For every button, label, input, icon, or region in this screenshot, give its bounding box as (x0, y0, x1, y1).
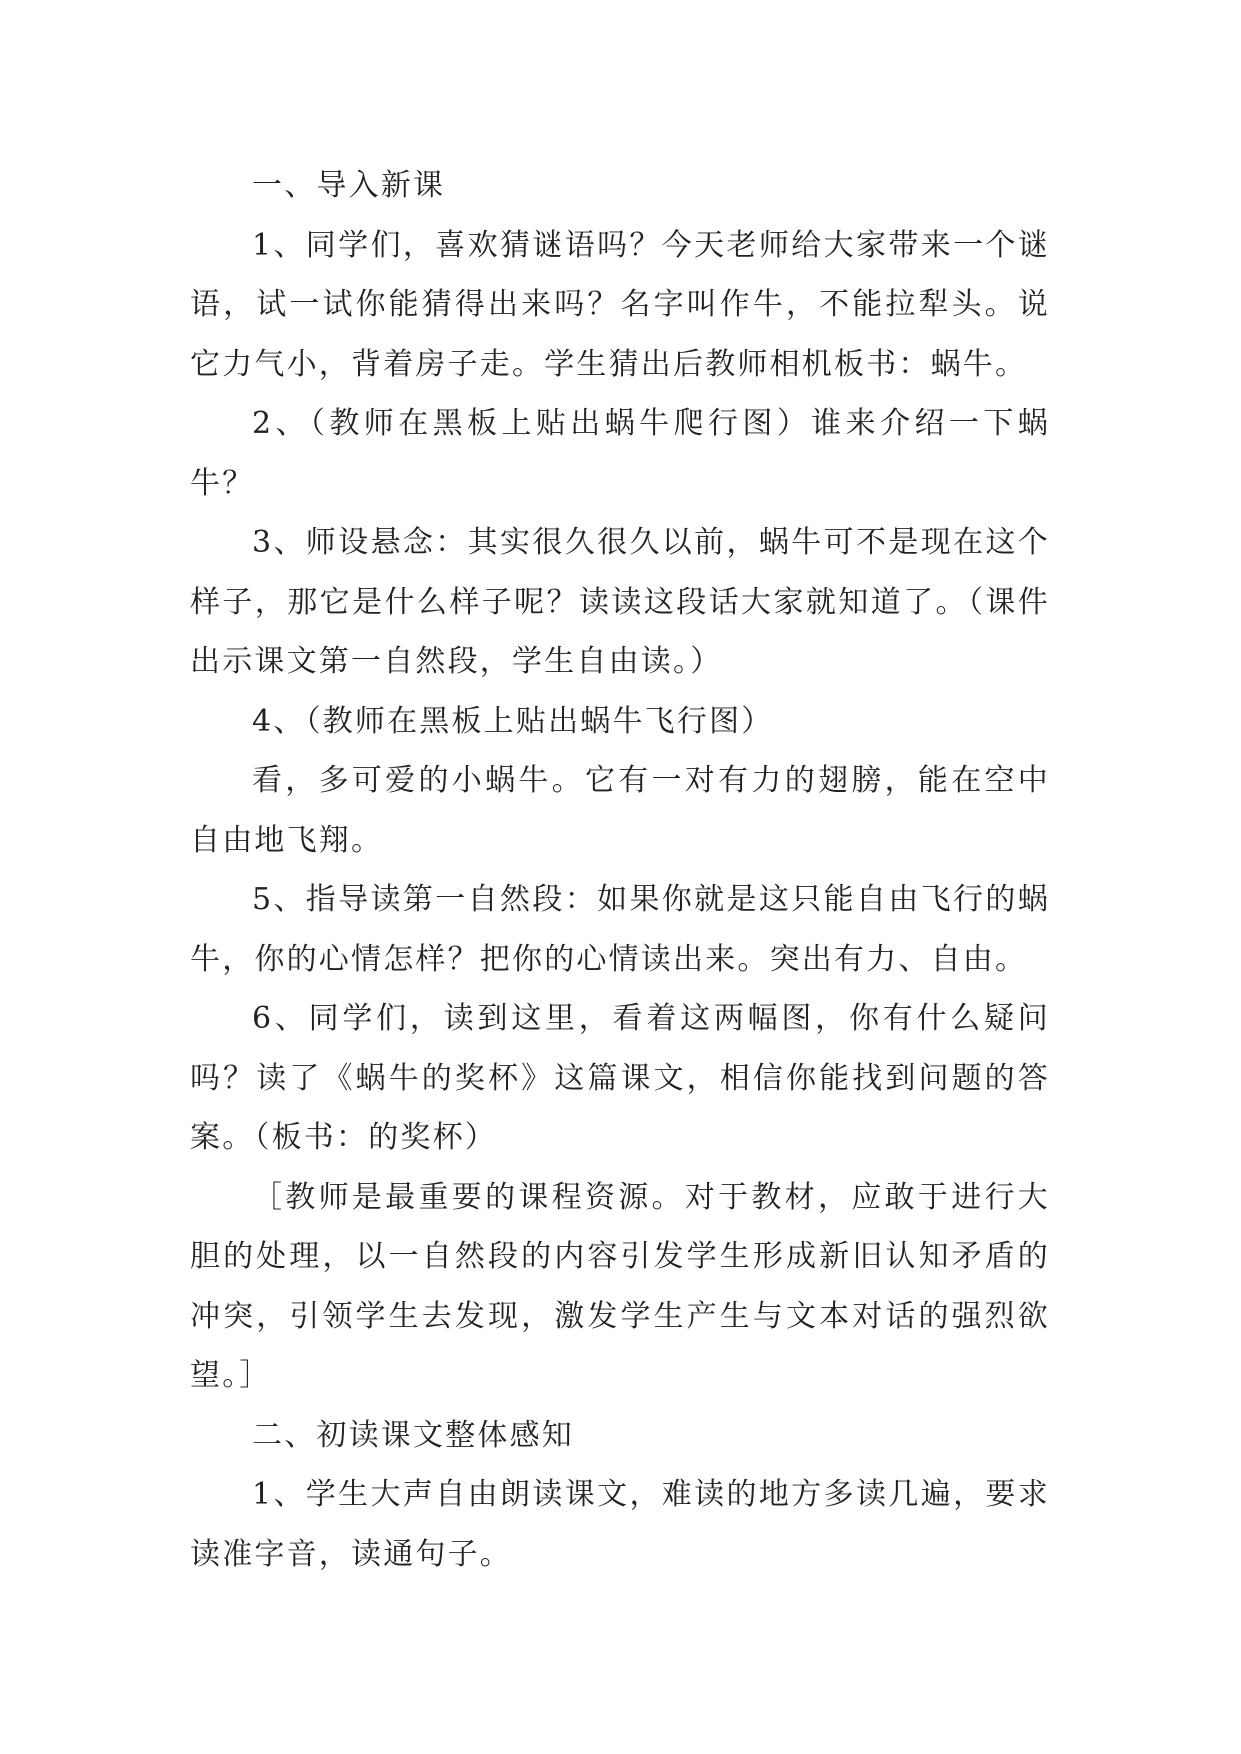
paragraph-questions: 6、同学们，读到这里，看着这两幅图，你有什么疑问吗？读了《蜗牛的奖杯》这篇课文，相信你能找到问题的答案。（板书：的奖杯） (190, 1001, 1050, 1155)
paragraph-teacher-note: ［教师是最重要的课程资源。对于教材，应敢于进行大胆的处理，以一自然段的内容引发学生形成新旧认知矛盾的冲突，引领学生去发现，激发学生产生与文本对话的强烈欲望。］ (190, 1179, 1050, 1393)
paragraph-guided-reading: 5、指导读第一自然段：如果你就是这只能自由飞行的蜗牛，你的心情怎样？把你的心情读出来。突出有力、自由。 (190, 882, 1050, 977)
paragraph-crawling-picture: 2、（教师在黑板上贴出蜗牛爬行图）谁来介绍一下蜗牛？ (190, 406, 1050, 501)
paragraph-flying-picture: 4、（教师在黑板上贴出蜗牛飞行图） (252, 703, 774, 739)
paragraph-read-aloud: 1、学生大声自由朗读课文，难读的地方多读几遍，要求读准字音，读通句子。 (190, 1477, 1050, 1572)
section-heading-intro: 一、导入新课 (252, 168, 446, 203)
section-heading-first-reading: 二、初读课文整体感知 (252, 1417, 574, 1453)
paragraph-riddle: 1、同学们，喜欢猜谜语吗？今天老师给大家带来一个谜语，试一试你能猜得出来吗？名字叫作牛，不能拉犁头。说它力气小，背着房子走。学生猜出后教师相机板书：蜗牛。 (190, 227, 1050, 382)
document-body (190, 156, 1050, 1584)
paragraph-cute-snail: 看，多可爱的小蜗牛。它有一对有力的翅膀，能在空中自由地飞翔。 (190, 763, 1050, 858)
paragraph-suspense: 3、师设悬念：其实很久很久以前，蜗牛可不是现在这个样子，那它是什么样子呢？读读这段话大家就知道了。（课件出示课文第一自然段，学生自由读。） (190, 525, 1050, 679)
